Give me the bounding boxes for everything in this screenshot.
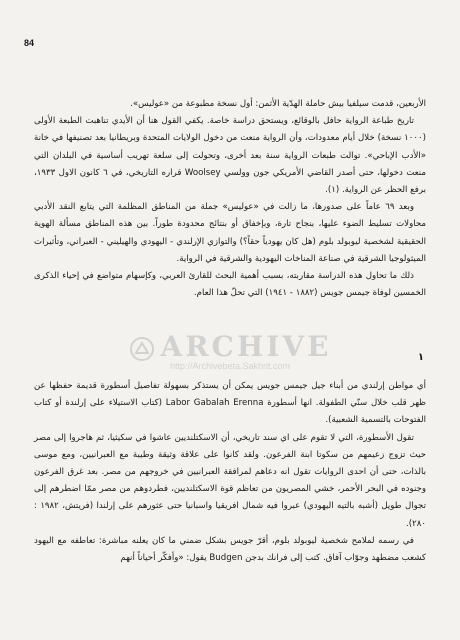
paragraph: ذلك ما تحاول هذه الدراسة مقاربته، بسبب أهمية البحث للقارئ العربي، وكإسهام متواضع في إحياء الذكرى الخمسين لوفاة جيمس جويس (١٨٨٢ - ١٩٤١) التي تحلّ هذا العام. bbox=[34, 271, 426, 299]
watermark-title bbox=[0, 330, 460, 363]
paragraph: تقول الأسطورة، التي لا تقوم على اي سند تاريخي، أن الاسكتلنديين عاشوا في سكيثيا، ثم هاجروا إلى مصر حيث تزوج زعيمهم من سكوتا ابنة الفرعون. ولقد كانوا على علاقة وثيقة وطيبة مع العبرانيين، ومع موسى بالذات، حتى أن احدى الروايات تقول انه دعاهم لمرافقة العبرانيين في خروجهم من مصر. بعد غرق الفرعون وجنوده في البحر الأحمر، خشي المصريون من تعاظم قوة الاسكتلنديين، فطردوهم من مصر ممّا اضطرهم إلى تجوال طويل (أشبه بالتيه اليهودي) عبروا فيه شمال افريقيا واسبانيا حتى عثورهم على إرلندا (فريتش، ١٩٨٢ : ٢٨٠). bbox=[34, 432, 426, 529]
text-block-top bbox=[34, 96, 426, 302]
paragraph: تاريخ طباعة الرواية حافل بالوقائع، ويستحق دراسة خاصة. يكفي القول هنا أن الأيدي تناهبت الطبعة الأولى (١٠٠٠ نسخة) خلال أيام معدودات، وأن الرواية منعت من دخول الولايات المتحدة وبريطانيا بعد تصنيفها في خانة «الأدب الإباحي». توالت طبعات الرواية سنة بعد أخرى، وتحولت إلى سلعة تهريب أساسية في البلدان التي منعت دخولها، حتى أصدر القاضي الأمريكي جون وولسي Woolsey قراره التاريخي، في ٦ كانون الاول ١٩٣٣، برفع الحظر عن الرواية. (١). bbox=[34, 116, 426, 196]
section-number: ١ bbox=[417, 352, 424, 363]
paragraph: وبعد ٦٩ عاماً على صدورها، ما زالت في «عوليس» جملة من المناطق المظلمة التي يتابع النقد الأدبي محاولات تسليط الضوء عليها، بنجاح تارة، وبإخفاق أو بنتائج محدودة طوراً. بين هذه المناطق مسألة الهوية الحقيقية لشخصية ليوبولد بلوم (هل كان يهودياً حقاً؟) والتوازي الإرلندي - اليهودي والهيليني - العبراني، وتأثيرات الميثولوجيا الشرقية في صناعة المناخات اليهودية والشرقية في الرواية. bbox=[34, 202, 426, 264]
archive-watermark bbox=[0, 330, 460, 371]
text-block-bottom bbox=[34, 378, 426, 567]
archive-logo-icon bbox=[129, 336, 155, 362]
page-number: 84 bbox=[24, 38, 35, 48]
paragraph: الأربعين، قدمت سيلفيا بيش حاملة الهدّية الأثمن: أول نسخة مطبوعة من «عوليس». bbox=[130, 99, 426, 109]
paragraph: في رسمه لملامح شخصية ليوبولد بلوم، أقرّ جويس بشكل ضمني ما كان يعلنه مباشرة: تعاطفه مع اليهود كشعب مضطهد وجوّاب آفاق. كتب إلى فرانك بدجن Budgen يقول: «وأفكّر أحياناً أنهم bbox=[34, 535, 426, 564]
paragraph: أي مواطن إرلندي من أبناء جيل جيمس جويس يمكن أن يستذكر بسهولة تفاصيل أسطورة قديمة حفظها عن ظهر قلب خلال سنّي الطفولة. انها أسطورة Labor Gabalah Erenna (كتاب الاستيلاء على إرلندة أو كتاب الفتوحات بالتسمية الشعبية). bbox=[34, 381, 427, 426]
watermark-url: http://Archivebeta.Sakhrit.com bbox=[169, 361, 291, 371]
watermark-title-text: ARCHIVE bbox=[160, 330, 332, 363]
